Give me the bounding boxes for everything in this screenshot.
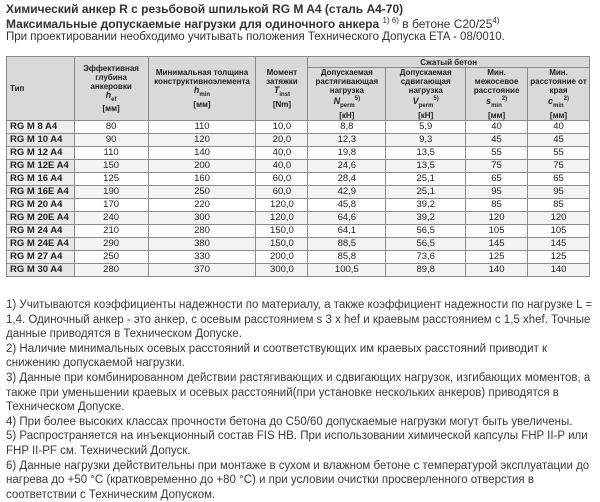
cell-tinst: 60,0 <box>256 185 308 198</box>
cell-tinst: 300,0 <box>256 263 308 276</box>
cell-hef: 240 <box>74 211 148 224</box>
cell-nperm: 64,1 <box>308 224 386 237</box>
cell-nperm: 88,5 <box>308 237 386 250</box>
cell-hef: 125 <box>74 172 148 185</box>
table-row <box>7 224 590 237</box>
table-row <box>7 146 590 159</box>
cell-type: RG M 27 A4 <box>7 250 75 263</box>
col-tinst-sym: T <box>273 85 280 95</box>
col-vperm-symbol <box>388 95 463 111</box>
col-hmin-label: Минимальная толщина конструктивноэлемента <box>154 68 250 86</box>
col-nperm-unit: [кН] <box>339 110 355 120</box>
cell-type: RG M 20 A4 <box>7 198 75 211</box>
footnote-3: 3) Данные при комбинированном действии растягивающих и сдвигающих нагрузок, изгибающих моментов, а также при уменьшении краевых и осевых расстояний(при установке нескольких анкеров) приводятся в Техническом Допуске. <box>6 371 591 414</box>
cell-smin: 65 <box>466 172 528 185</box>
cell-hef: 190 <box>74 185 148 198</box>
col-tinst-unit: [Nm] <box>272 99 292 109</box>
cell-smin: 75 <box>466 159 528 172</box>
cell-cmin: 125 <box>528 250 590 263</box>
cell-hmin: 140 <box>148 146 256 159</box>
cell-vperm: 56,5 <box>386 237 466 250</box>
cell-tinst: 120,0 <box>256 211 308 224</box>
cell-cmin: 145 <box>528 237 590 250</box>
cell-nperm: 42,9 <box>308 185 386 198</box>
cell-type: RG M 8 A4 <box>7 120 75 133</box>
cell-vperm: 13,5 <box>386 159 466 172</box>
cell-tinst: 20,0 <box>256 133 308 146</box>
cell-type: RG M 30 A4 <box>7 263 75 276</box>
cell-hef: 280 <box>74 263 148 276</box>
col-header-nperm <box>308 68 386 121</box>
footnote-5: 5) Распространяется на инъекционный состав FIS HB. При использовании химической капсулы FHP II-P или FHP II-PF см. Технический Допуск. <box>6 430 588 457</box>
col-hmin-unit: [мм] <box>193 99 211 109</box>
cell-cmin: 95 <box>528 185 590 198</box>
cell-vperm: 39,2 <box>386 211 466 224</box>
cell-smin: 145 <box>466 237 528 250</box>
col-cmin-sym: c <box>547 96 553 106</box>
cell-nperm: 24,6 <box>308 159 386 172</box>
cell-vperm: 39,2 <box>386 198 466 211</box>
cell-hef: 290 <box>74 237 148 250</box>
col-smin-sub: min <box>491 102 502 109</box>
cell-vperm: 89,8 <box>386 263 466 276</box>
cell-nperm: 45,8 <box>308 198 386 211</box>
col-smin-symbol <box>468 95 525 111</box>
cell-smin: 45 <box>466 133 528 146</box>
col-hef-unit: [мм] <box>102 104 120 114</box>
cell-nperm: 85,8 <box>308 250 386 263</box>
col-vperm-sup: 5) <box>433 96 439 102</box>
cell-smin: 105 <box>466 224 528 237</box>
footnote-2: 2) Наличие минимальных осевых расстояний и соответствующих им краевых расстояний приводит к снижению допускаемой нагрузки. <box>6 342 548 370</box>
cell-hef: 250 <box>74 250 148 263</box>
cell-hef: 80 <box>74 120 148 133</box>
cell-hef: 110 <box>74 146 148 159</box>
col-nperm-sym: N <box>333 96 341 106</box>
col-nperm-sub: perm <box>340 102 355 109</box>
cell-tinst: 10,0 <box>256 120 308 133</box>
cell-tinst: 200,0 <box>256 250 308 263</box>
subtitle-footnote-ref: 1) 6) <box>382 16 399 25</box>
cell-vperm: 13,5 <box>386 146 466 159</box>
cell-nperm: 19,8 <box>308 146 386 159</box>
table-row <box>7 172 590 185</box>
col-cmin-symbol <box>530 95 587 111</box>
cell-type: RG M 24E A4 <box>7 237 75 250</box>
cell-tinst: 150,0 <box>256 224 308 237</box>
cell-nperm: 64,6 <box>308 211 386 224</box>
col-hef-label: Эффективная глубина анкеровки <box>83 63 139 91</box>
col-cmin-label: Мин. расстояние от края <box>530 68 587 95</box>
cell-cmin: 75 <box>528 159 590 172</box>
col-vperm-sym: V <box>412 96 419 106</box>
footnote-4: 4) При более высоких классах прочности бетона до C50/60 допускаемые нагрузки могут быть увеличены. <box>6 415 573 428</box>
cell-nperm: 28,4 <box>308 172 386 185</box>
table-row <box>7 250 590 263</box>
table-row <box>7 133 590 146</box>
table-row <box>7 237 590 250</box>
cell-tinst: 40,0 <box>256 146 308 159</box>
cell-hef: 150 <box>74 159 148 172</box>
footnote-6: 6) Данные нагрузки действительны при монтаже в сухом и влажном бетоне с температурой эксплуатации до нагрева до +50 °C (кратковременно до +80 °C) и при условии очистки просверленного отверстия в соответствии с Техническим Допуском. <box>6 459 590 501</box>
table-row <box>7 263 590 276</box>
col-header-smin <box>466 68 528 121</box>
cell-hmin: 370 <box>148 263 256 276</box>
cell-hef: 90 <box>74 133 148 146</box>
cell-smin: 85 <box>466 198 528 211</box>
cell-smin: 125 <box>466 250 528 263</box>
col-header-hef <box>74 57 148 121</box>
cell-smin: 120 <box>466 211 528 224</box>
cell-smin: 95 <box>466 185 528 198</box>
col-header-type: Тип <box>7 57 75 121</box>
footnote-1: 1) Учитываются коэффициенты надежности по материалу, а также коэффициент надежности по нагрузке L = 1,4. Одиночный анкер - это анкер, с осевым расстоянием s 3 x hef и краевым расстоянием с 1,5 xhef. Точные данные приводятся в Техническом Допуске. <box>6 299 593 341</box>
table-row <box>7 120 590 133</box>
cell-vperm: 56,5 <box>386 224 466 237</box>
cell-tinst: 60,0 <box>256 172 308 185</box>
col-header-vperm <box>386 68 466 121</box>
cell-tinst: 40,0 <box>256 159 308 172</box>
cell-hmin: 330 <box>148 250 256 263</box>
cell-vperm: 25,1 <box>386 185 466 198</box>
col-nperm-label: Допускаемая растягивающая нагрузка <box>315 68 379 95</box>
subtitle-main: Максимальные допускаемые нагрузки для одиночного анкера <box>6 17 380 31</box>
col-nperm-sup: 5) <box>354 96 361 102</box>
cell-smin: 55 <box>466 146 528 159</box>
table-row <box>7 198 590 211</box>
subtitle-tail: в бетоне С20/25 <box>402 17 493 31</box>
cell-hmin: 120 <box>148 133 256 146</box>
cell-tinst: 120,0 <box>256 198 308 211</box>
concrete-group-header: Сжатый бетон <box>308 57 590 68</box>
cell-cmin: 45 <box>528 133 590 146</box>
cell-tinst: 150,0 <box>256 237 308 250</box>
cell-smin: 140 <box>466 263 528 276</box>
footnotes <box>6 298 596 502</box>
page-subtitle <box>6 16 500 31</box>
cell-hmin: 200 <box>148 159 256 172</box>
col-hmin-sub: min <box>199 91 211 98</box>
col-hef-symbol <box>77 91 146 105</box>
col-header-cmin <box>528 68 590 121</box>
cell-hmin: 160 <box>148 172 256 185</box>
cell-type: RG M 16 A4 <box>7 172 75 185</box>
cell-type: RG M 10 A4 <box>7 133 75 146</box>
cell-vperm: 25,1 <box>386 172 466 185</box>
cell-cmin: 120 <box>528 211 590 224</box>
cell-smin: 40 <box>466 120 528 133</box>
cell-hmin: 110 <box>148 120 256 133</box>
cell-cmin: 85 <box>528 198 590 211</box>
cell-cmin: 65 <box>528 172 590 185</box>
col-vperm-sub: perm <box>418 102 434 109</box>
cell-cmin: 55 <box>528 146 590 159</box>
col-cmin-sub: min <box>553 102 564 109</box>
col-header-tinst <box>256 57 308 121</box>
cell-hmin: 250 <box>148 185 256 198</box>
cell-nperm: 8,8 <box>308 120 386 133</box>
col-hmin-sym: h <box>193 85 200 95</box>
cell-vperm: 9,3 <box>386 133 466 146</box>
col-hef-sub: ef <box>111 96 117 103</box>
table-row <box>7 185 590 198</box>
cell-type: RG M 12 A4 <box>7 146 75 159</box>
col-hef-sym: h <box>105 89 112 100</box>
cell-hmin: 280 <box>148 224 256 237</box>
col-smin-sup: 2) <box>501 96 508 102</box>
cell-hef: 170 <box>74 198 148 211</box>
col-cmin-unit: [мм] <box>549 110 568 120</box>
cell-hmin: 300 <box>148 211 256 224</box>
cell-vperm: 73,6 <box>386 250 466 263</box>
cell-nperm: 12,3 <box>308 133 386 146</box>
col-vperm-unit: [кН] <box>418 110 434 120</box>
table-row <box>7 211 590 224</box>
col-hmin-symbol <box>151 86 254 100</box>
cell-hmin: 380 <box>148 237 256 250</box>
cell-type: RG M 12E A4 <box>7 159 75 172</box>
page-title: Химический анкер R с резьбовой шпилькой RG M A4 (сталь А4-70) <box>6 2 404 16</box>
cell-vperm: 5,9 <box>386 120 466 133</box>
col-tinst-symbol <box>258 86 305 100</box>
cell-cmin: 40 <box>528 120 590 133</box>
cell-hef: 210 <box>74 224 148 237</box>
col-tinst-sub: inst <box>279 91 290 98</box>
col-header-hmin <box>148 57 256 121</box>
col-cmin-sup: 2) <box>563 96 570 102</box>
cell-hmin: 220 <box>148 198 256 211</box>
cell-type: RG M 20E A4 <box>7 211 75 224</box>
cell-type: RG M 24 A4 <box>7 224 75 237</box>
cell-cmin: 140 <box>528 263 590 276</box>
col-tinst-label: Момент затяжки <box>266 68 298 86</box>
subtitle-tail-footnote-ref: 4) <box>492 16 500 25</box>
col-vperm-label: Допускаемая сдвигающая нагрузка <box>399 68 452 95</box>
col-smin-unit: [мм] <box>487 110 506 120</box>
load-table <box>6 56 590 277</box>
col-smin-sym: s <box>486 96 492 106</box>
cell-type: RG M 16E A4 <box>7 185 75 198</box>
cell-nperm: 100,5 <box>308 263 386 276</box>
table-row <box>7 159 590 172</box>
col-smin-label: Мин. межосевое расстояние <box>473 68 520 95</box>
design-note: При проектировании необходимо учитывать положения Технического Допуска ETA - 08/0010. <box>6 31 505 43</box>
cell-cmin: 105 <box>528 224 590 237</box>
col-nperm-symbol <box>310 95 383 111</box>
